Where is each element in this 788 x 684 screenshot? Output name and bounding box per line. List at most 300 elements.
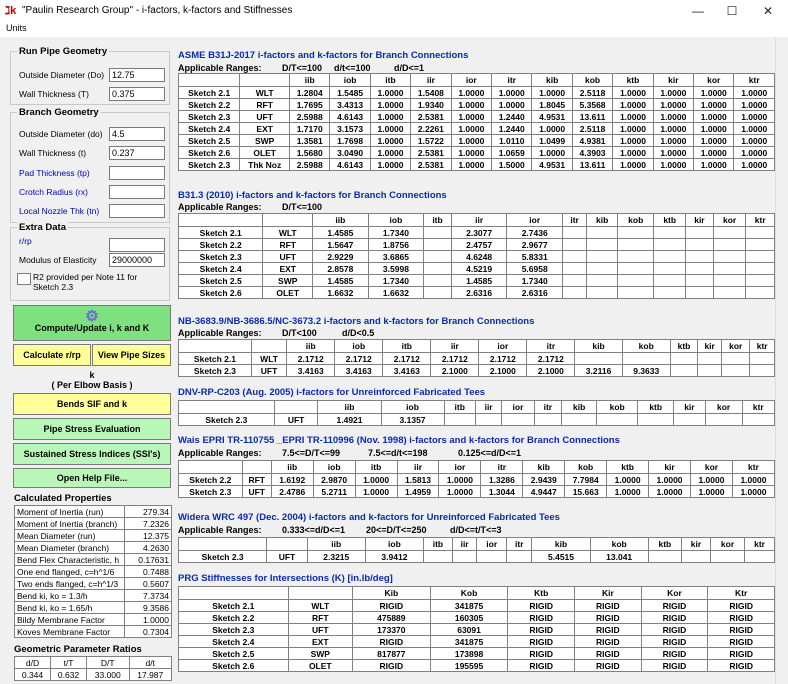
b31j-col-header: kib — [532, 74, 572, 87]
type-label: UFT — [242, 486, 271, 498]
table-cell: 1.0000 — [607, 486, 649, 498]
table-cell: 1.0000 — [613, 87, 653, 99]
table-cell: 3.9412 — [365, 551, 423, 563]
table-cell — [746, 287, 775, 299]
bends-sif-button[interactable]: Bends SIF and k — [13, 393, 171, 415]
table-cell: 1.0000 — [653, 135, 693, 147]
sketch-label: Sketch 2.5 — [179, 135, 240, 147]
table-cell: 2.5988 — [289, 111, 329, 123]
table-cell: RIGID — [708, 624, 775, 636]
compute-label: Compute/Update i, k and K — [34, 323, 150, 333]
table-cell: 1.0000 — [439, 486, 481, 498]
table-cell: 5.3568 — [572, 99, 612, 111]
prg-col-header: Kor — [641, 587, 708, 600]
r2-label: R2 provided per Note 11 for Sketch 2.3 — [33, 272, 138, 292]
wais-range-label: Applicable Ranges: — [178, 448, 262, 458]
nb-col-header: kib — [575, 340, 622, 353]
table-cell — [424, 263, 452, 275]
table-cell: 3.4163 — [383, 365, 431, 377]
table-cell: 2.1712 — [431, 353, 479, 365]
table-cell: 1.0000 — [653, 159, 693, 171]
sketch-label: Sketch 2.3 — [179, 624, 289, 636]
property-row — [15, 614, 172, 626]
table-cell: 1.0000 — [451, 87, 491, 99]
widera-col-header: itb — [424, 538, 453, 551]
table-cell — [682, 551, 711, 563]
geometric-header: d/t — [129, 657, 172, 669]
table-cell: 1.0000 — [694, 111, 734, 123]
table-cell: 2.5381 — [411, 147, 451, 159]
table-cell: RIGID — [508, 648, 575, 660]
branch-od-row — [19, 127, 169, 143]
menu-units[interactable]: Units — [6, 23, 27, 33]
table-cell: 1.2804 — [289, 87, 329, 99]
sketch-label: Sketch 2.5 — [179, 275, 263, 287]
table-cell — [713, 239, 746, 251]
wais-col-header: kir — [649, 461, 691, 474]
table-cell — [686, 227, 714, 239]
table-cell — [705, 414, 742, 426]
table-cell: 2.5118 — [572, 87, 612, 99]
nb-col-header — [179, 340, 252, 353]
minimize-button[interactable]: — — [692, 4, 704, 18]
property-value: 4.2630 — [125, 542, 172, 554]
wais-title: Wais EPRI TR-110755 _EPRI TR-110996 (Nov. 1998) i-factors and k-factors for Branch Connections — [178, 435, 620, 446]
branch-od-input[interactable]: 4.5 — [109, 127, 165, 141]
table-cell: 1.0000 — [734, 135, 775, 147]
table-cell: 2.9229 — [313, 251, 369, 263]
widera-title: Widera WRC 497 (Dec. 2004) i-factors and k-factors for Unreinforced Fabricated Tees — [178, 512, 560, 523]
wais-table — [178, 460, 775, 498]
wais-col-header — [179, 461, 243, 474]
b313-col-header: kob — [618, 214, 654, 227]
geometric-header: t/T — [51, 657, 87, 669]
run-od-label: Outside Diameter (Do) — [19, 70, 105, 80]
b31j-col-header: kor — [694, 74, 734, 87]
calculated-table — [14, 505, 172, 638]
table-cell: RIGID — [708, 600, 775, 612]
type-label: SWP — [263, 275, 313, 287]
table-cell: 1.0000 — [694, 123, 734, 135]
branch-od-label: Outside Diameter (do) — [19, 129, 103, 139]
table-cell: 1.0000 — [734, 111, 775, 123]
b31j-col-header: kir — [653, 74, 693, 87]
table-cell: 1.7170 — [289, 123, 329, 135]
widera-range-1: 0.333<=d/D<=1 — [282, 525, 346, 535]
b313-col-header: itr — [563, 214, 587, 227]
b313-col-header: ktb — [654, 214, 686, 227]
wais-col-header: kor — [691, 461, 733, 474]
type-label: OLET — [240, 147, 290, 159]
crotch-row — [19, 185, 169, 201]
table-cell: 2.1712 — [287, 353, 335, 365]
pipe-stress-button[interactable]: Pipe Stress Evaluation — [13, 418, 171, 440]
table-cell — [597, 414, 638, 426]
widera-col-header: kob — [590, 538, 648, 551]
table-cell: 1.0000 — [355, 474, 397, 486]
calculated-title: Calculated Properties — [14, 493, 112, 504]
b31j-col-header: ktr — [734, 74, 775, 87]
table-cell: 1.0499 — [532, 135, 572, 147]
table-cell: RIGID — [575, 624, 642, 636]
close-button[interactable]: ✕ — [762, 4, 774, 18]
run-od-input[interactable]: 12.75 — [109, 68, 165, 82]
nb-col-header: kir — [698, 340, 722, 353]
wais-col-header: iib — [271, 461, 313, 474]
b31j-range-label: Applicable Ranges: — [178, 63, 262, 73]
sketch-label: Sketch 2.3 — [179, 365, 252, 377]
gear-icon: ⚙ — [85, 308, 99, 325]
table-cell — [587, 275, 618, 287]
dnv-col-header: kir — [674, 401, 705, 414]
nozzle-label[interactable]: Local Nozzle Thk (tn) — [19, 206, 100, 216]
sketch-label: Sketch 2.5 — [179, 648, 289, 660]
property-row — [15, 506, 172, 518]
b313-col-header: ktr — [746, 214, 775, 227]
sketch-label: Sketch 2.2 — [179, 474, 243, 486]
b31j-col-header: kob — [572, 74, 612, 87]
property-value: 0.5607 — [125, 578, 172, 590]
nb-col-header: iib — [287, 340, 335, 353]
maximize-button[interactable]: ☐ — [726, 4, 738, 18]
widera-col-header: itr — [507, 538, 532, 551]
type-label: Thk Noz — [240, 159, 290, 171]
table-cell: 3.1573 — [330, 123, 370, 135]
table-row — [179, 600, 775, 612]
table-cell: RIGID — [508, 600, 575, 612]
table-cell — [713, 227, 746, 239]
table-cell: 3.1357 — [381, 414, 444, 426]
table-cell: 3.4313 — [330, 99, 370, 111]
table-cell: 173898 — [430, 648, 508, 660]
table-cell — [750, 353, 775, 365]
table-row — [179, 486, 775, 498]
property-row — [15, 566, 172, 578]
table-cell — [587, 251, 618, 263]
table-cell — [654, 263, 686, 275]
nb-range-1: D/T<100 — [282, 328, 317, 338]
table-cell: 1.0000 — [694, 99, 734, 111]
b313-col-header: kib — [587, 214, 618, 227]
table-row — [179, 648, 775, 660]
table-cell — [444, 414, 475, 426]
property-value: 0.17631 — [125, 554, 172, 566]
nb-col-header: iob — [335, 340, 383, 353]
table-cell: 2.5381 — [411, 159, 451, 171]
dnv-col-header: kor — [705, 401, 742, 414]
table-row — [179, 227, 775, 239]
type-label: EXT — [240, 123, 290, 135]
dnv-header-row — [179, 401, 775, 414]
sketch-label: Sketch 2.1 — [179, 600, 289, 612]
dnv-col-header — [179, 401, 275, 414]
geometric-header: d/D — [15, 657, 51, 669]
table-cell — [654, 287, 686, 299]
type-label: UFT — [288, 624, 352, 636]
table-cell — [477, 551, 507, 563]
table-cell: 1.2440 — [492, 123, 532, 135]
table-cell: 4.6143 — [330, 159, 370, 171]
pad-input[interactable] — [109, 166, 165, 180]
table-cell: 160305 — [430, 612, 508, 624]
table-cell: 1.0000 — [370, 159, 410, 171]
calculate-rrp-button[interactable]: Calculate r/rp — [13, 344, 91, 366]
dnv-col-header: iir — [475, 401, 502, 414]
nb-col-header: ior — [479, 340, 527, 353]
table-cell: 2.1712 — [527, 353, 575, 365]
table-cell: 1.0000 — [439, 474, 481, 486]
property-label: Bildy Membrane Factor — [15, 614, 125, 626]
property-value: 279.34 — [125, 506, 172, 518]
nb-header-row — [179, 340, 775, 353]
table-cell: 2.6316 — [451, 287, 507, 299]
b31j-col-header: iib — [289, 74, 329, 87]
table-cell: 1.0000 — [451, 135, 491, 147]
branch-title: Branch Geometry — [19, 107, 99, 118]
dnv-title: DNV-RP-C203 (Aug. 2005) i-factors for Unreinforced Fabricated Tees — [178, 387, 486, 398]
b313-table — [178, 213, 775, 299]
table-cell: RIGID — [508, 624, 575, 636]
geometric-value: 33.000 — [87, 669, 129, 681]
dnv-table — [178, 400, 775, 426]
b313-col-header: itb — [424, 214, 452, 227]
widera-col-header: kir — [682, 538, 711, 551]
table-cell — [713, 263, 746, 275]
table-cell — [424, 287, 452, 299]
nb-col-header: itb — [383, 340, 431, 353]
run-wt-row — [19, 87, 169, 103]
type-label: UFT — [274, 414, 318, 426]
branch-wt-row — [19, 146, 169, 162]
table-cell — [654, 227, 686, 239]
prg-col-header: Kib — [352, 587, 430, 600]
b31j-title: ASME B31J-2017 i-factors and k-factors for Branch Connections — [178, 50, 469, 61]
table-cell: RIGID — [708, 648, 775, 660]
prg-col-header: Kir — [575, 587, 642, 600]
nozzle-row — [19, 204, 169, 220]
table-cell — [746, 275, 775, 287]
table-cell: 1.0000 — [613, 147, 653, 159]
table-cell: RIGID — [508, 660, 575, 672]
table-cell — [618, 287, 654, 299]
crotch-label[interactable]: Crotch Radius (rx) — [19, 187, 88, 197]
open-help-button[interactable]: Open Help File... — [13, 468, 171, 488]
type-label: RFT — [242, 474, 271, 486]
table-cell — [618, 251, 654, 263]
table-cell — [424, 239, 452, 251]
table-cell: 1.3581 — [289, 135, 329, 147]
run-wt-input[interactable]: 0.375 — [109, 87, 165, 101]
type-label: EXT — [263, 263, 313, 275]
table-cell — [648, 551, 681, 563]
type-label: WLT — [251, 353, 286, 365]
vertical-scrollbar[interactable] — [775, 37, 788, 684]
table-row — [179, 251, 775, 263]
table-cell — [563, 239, 587, 251]
sketch-label: Sketch 2.2 — [179, 99, 240, 111]
b313-col-header: ior — [507, 214, 563, 227]
table-cell: 2.3077 — [451, 227, 507, 239]
sketch-label: Sketch 2.1 — [179, 227, 263, 239]
prg-col-header — [288, 587, 352, 600]
table-cell — [575, 353, 622, 365]
b31j-col-header: itb — [370, 74, 410, 87]
table-cell: 1.5680 — [289, 147, 329, 159]
wais-range-2: 7.5<=d/t<=198 — [368, 448, 428, 458]
nb-table — [178, 339, 775, 377]
compute-button[interactable] — [13, 305, 171, 341]
b31j-table — [178, 73, 775, 171]
nb-col-header: ktr — [750, 340, 775, 353]
pad-label[interactable]: Pad Thickness (tp) — [19, 168, 90, 178]
widera-range-label: Applicable Ranges: — [178, 525, 262, 535]
branch-wt-input[interactable]: 0.237 — [109, 146, 165, 160]
table-cell: 2.2261 — [411, 123, 451, 135]
table-cell: 4.9447 — [523, 486, 565, 498]
table-cell — [674, 414, 705, 426]
table-cell — [587, 239, 618, 251]
table-cell: RIGID — [352, 636, 430, 648]
sketch-label: Sketch 2.3 — [179, 111, 240, 123]
sketch-label: Sketch 2.6 — [179, 147, 240, 159]
table-cell — [686, 251, 714, 263]
widera-table — [178, 537, 775, 563]
sketch-label: Sketch 2.4 — [179, 636, 289, 648]
property-label: Moment of Inertia (branch) — [15, 518, 125, 530]
widera-col-header: ior — [477, 538, 507, 551]
table-cell: 2.8578 — [313, 263, 369, 275]
r2-checkbox[interactable] — [17, 273, 31, 285]
table-cell — [654, 251, 686, 263]
table-cell — [618, 263, 654, 275]
b31j-header-row — [179, 74, 775, 87]
widera-col-header: ktb — [648, 538, 681, 551]
table-cell: 1.0000 — [734, 87, 775, 99]
table-cell: 1.7698 — [330, 135, 370, 147]
table-row — [179, 147, 775, 159]
table-cell — [670, 353, 698, 365]
prg-col-header: Ktr — [708, 587, 775, 600]
b313-header-row — [179, 214, 775, 227]
table-row — [179, 123, 775, 135]
nb-range-2: d/D<0.5 — [342, 328, 375, 338]
widera-ranges — [178, 525, 502, 535]
table-cell — [562, 414, 597, 426]
table-cell: 2.1000 — [527, 365, 575, 377]
table-cell: 2.5118 — [572, 123, 612, 135]
table-cell: RIGID — [641, 624, 708, 636]
sketch-label: Sketch 2.3 — [179, 414, 275, 426]
table-cell: 1.5813 — [397, 474, 439, 486]
ssi-button[interactable]: Sustained Stress Indices (SSI's) — [13, 443, 171, 465]
type-label: OLET — [263, 287, 313, 299]
rrp-label: r/rp — [19, 236, 32, 246]
type-label: RFT — [263, 239, 313, 251]
table-cell: 341875 — [430, 600, 508, 612]
type-label: SWP — [288, 648, 352, 660]
table-cell: 1.0000 — [694, 147, 734, 159]
property-label: Koves Membrane Factor — [15, 626, 125, 638]
table-cell: 1.0000 — [532, 147, 572, 159]
dnv-col-header: ior — [502, 401, 534, 414]
moe-input[interactable]: 29000000 — [109, 253, 165, 267]
nozzle-input[interactable] — [109, 204, 165, 218]
table-cell: 2.5988 — [289, 159, 329, 171]
table-cell: 1.7340 — [507, 275, 563, 287]
sketch-label: Sketch 2.3 — [179, 486, 243, 498]
table-cell — [698, 353, 722, 365]
table-cell: 195595 — [430, 660, 508, 672]
table-cell: 1.0000 — [492, 99, 532, 111]
geometric-value: 17.987 — [129, 669, 172, 681]
extra-data-group — [10, 222, 170, 301]
table-cell — [750, 365, 775, 377]
type-label: SWP — [240, 135, 290, 147]
b31j-col-header — [240, 74, 290, 87]
table-cell: 1.5000 — [492, 159, 532, 171]
rrp-row — [19, 234, 169, 250]
table-cell — [745, 551, 775, 563]
table-cell: 2.1000 — [431, 365, 479, 377]
table-cell: RIGID — [708, 660, 775, 672]
rrp-input[interactable] — [109, 238, 165, 252]
table-cell: RIGID — [708, 612, 775, 624]
prg-col-header — [179, 587, 289, 600]
menu-bar — [0, 22, 788, 36]
widera-col-header: iob — [365, 538, 423, 551]
window-title: "Paulin Research Group" - i-factors, k-factors and Stiffnesses — [22, 5, 293, 16]
table-cell — [746, 239, 775, 251]
table-cell: 341875 — [430, 636, 508, 648]
table-cell — [654, 275, 686, 287]
table-cell — [618, 275, 654, 287]
table-cell — [686, 287, 714, 299]
nb-ranges — [178, 328, 374, 338]
table-cell: 1.0000 — [649, 486, 691, 498]
wais-col-header — [242, 461, 271, 474]
table-cell — [507, 551, 532, 563]
dnv-col-header: itb — [444, 401, 475, 414]
k-sub-label: ( Per Elbow Basis ) — [51, 380, 133, 390]
table-cell: 4.9381 — [572, 135, 612, 147]
table-cell: 2.5381 — [411, 111, 451, 123]
b31j-range-2: d/t<=100 — [334, 63, 371, 73]
table-cell — [742, 414, 774, 426]
crotch-input[interactable] — [109, 185, 165, 199]
widera-col-header: kor — [710, 538, 744, 551]
wais-col-header: ior — [439, 461, 481, 474]
table-cell: 1.0000 — [355, 486, 397, 498]
pad-row — [19, 166, 169, 182]
wais-ranges — [178, 448, 521, 458]
table-cell: 4.6248 — [451, 251, 507, 263]
table-cell: 1.0000 — [613, 159, 653, 171]
table-cell: RIGID — [352, 600, 430, 612]
table-cell — [722, 353, 750, 365]
table-cell: 1.5408 — [411, 87, 451, 99]
table-cell: 2.9439 — [523, 474, 565, 486]
nb-title: NB-3683.9/NB-3686.5/NC-3673.2 i-factors and k-factors for Branch Connections — [178, 316, 535, 327]
sketch-label: Sketch 2.3 — [179, 251, 263, 263]
view-pipe-sizes-button[interactable]: View Pipe Sizes — [92, 344, 171, 366]
dnv-col-header: iib — [318, 401, 381, 414]
type-label: UFT — [267, 551, 307, 563]
table-cell: 1.0000 — [532, 87, 572, 99]
property-label: One end flanged, c=h^1/6 — [15, 566, 125, 578]
table-cell — [670, 365, 698, 377]
table-cell: 3.0490 — [330, 147, 370, 159]
table-cell: 3.6865 — [368, 251, 424, 263]
